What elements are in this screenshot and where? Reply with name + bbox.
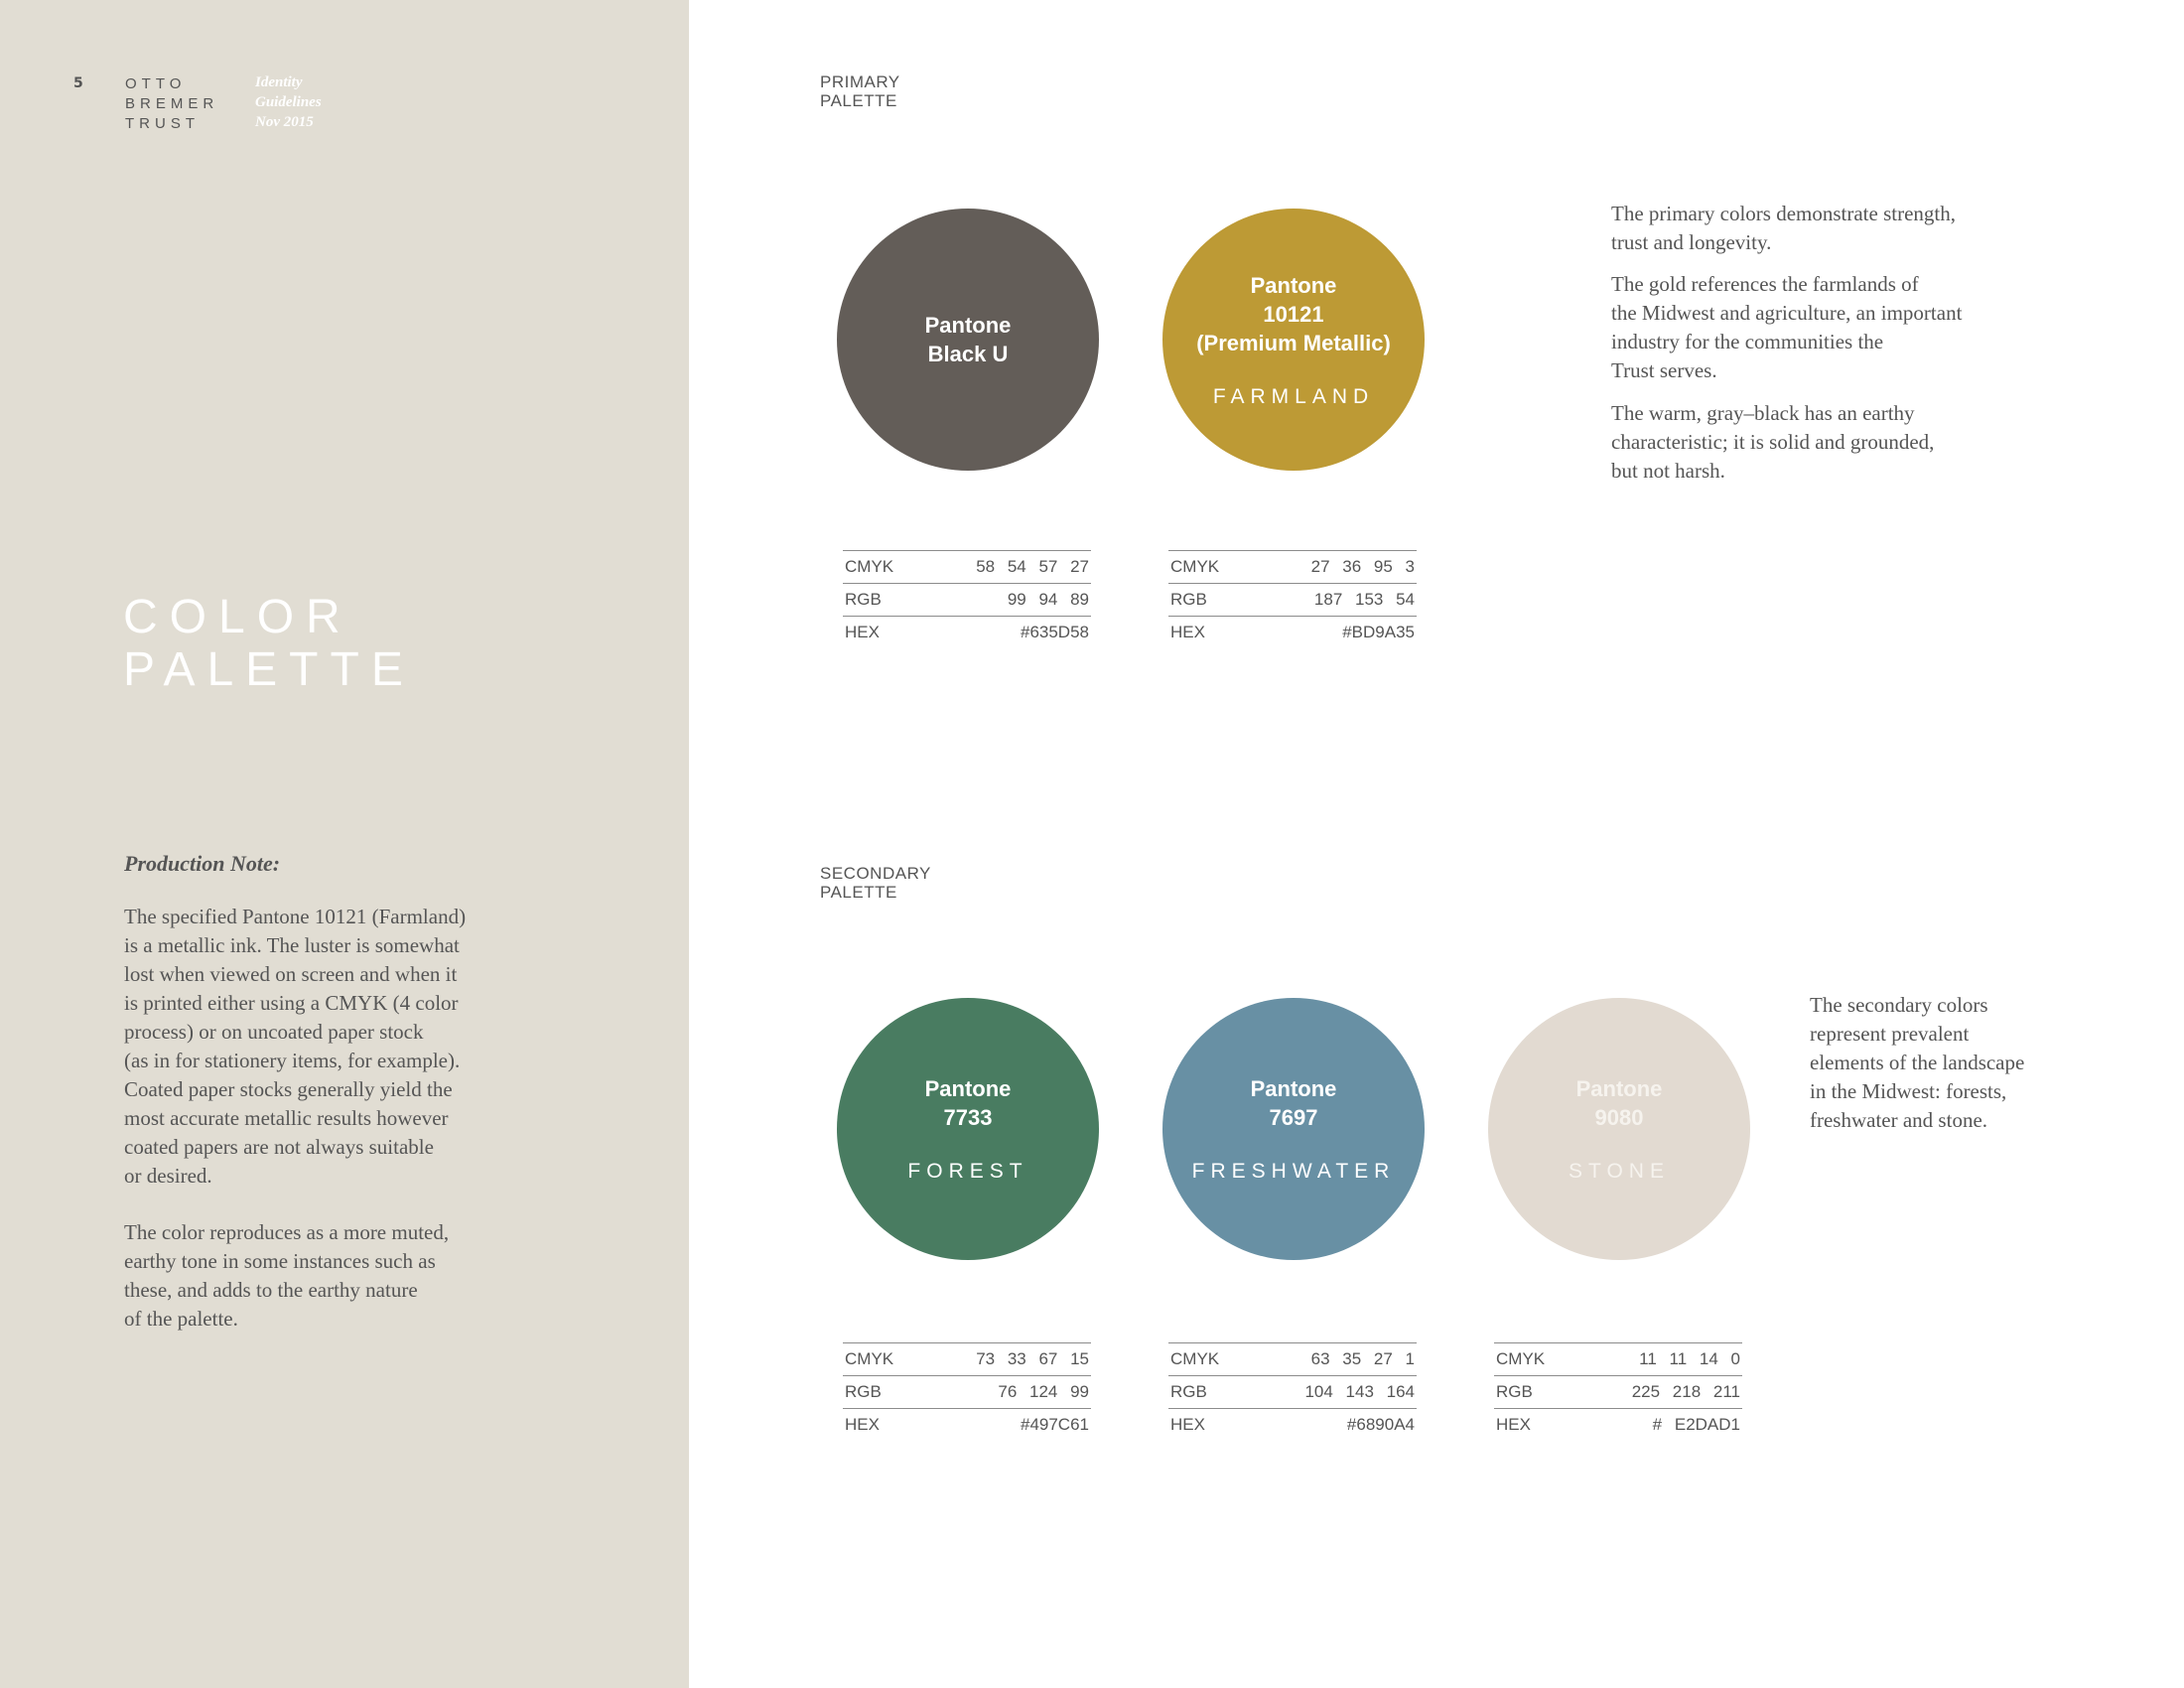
spec-row-cmyk: [843, 550, 1091, 583]
primary-palette-label: PRIMARY PALETTE: [820, 72, 900, 110]
production-note-paragraph: The specified Pantone 10121 (Farmland) is a metallic ink. The luster is somewhat lost when viewed on screen and when it is printed either using a CMYK (4 color process) or on uncoated paper stock (as in for stationery items, for example). Coated paper stocks generally yield the most accurate metallic results however coated papers are not always suitable or desired.: [124, 905, 467, 1188]
page-title: COLOR: [123, 591, 352, 643]
swatch-name: Pantone Black U: [924, 313, 1012, 366]
spec-row-hex: [843, 1408, 1091, 1441]
spec-row-hex: [843, 616, 1091, 648]
swatch-freshwater-circle: [1162, 998, 1425, 1260]
spec-value: #6890A4: [1346, 1415, 1415, 1434]
spec-row-rgb: [1168, 1375, 1417, 1408]
org-name-line: TRUST: [125, 115, 200, 132]
spec-key: CMYK: [1170, 1349, 1220, 1368]
sidebar-panel: [0, 0, 689, 1688]
swatch-label: STONE: [1569, 1160, 1670, 1183]
spec-value: 58 54 57 27: [976, 557, 1089, 576]
secondary-description-paragraph: The secondary colors represent prevalent elements of the landscape in the Midwest: forests, freshwater and stone.: [1810, 993, 2025, 1132]
spec-row-rgb: [1168, 583, 1417, 616]
spec-key: CMYK: [1496, 1349, 1546, 1368]
spec-row-hex: [1494, 1408, 1742, 1441]
spec-key: HEX: [1170, 1415, 1205, 1434]
doc-title-line: Identity: [255, 74, 303, 90]
spec-key: RGB: [1496, 1382, 1533, 1401]
spec-key: RGB: [845, 1382, 882, 1401]
spec-row-hex: [1168, 616, 1417, 648]
spec-value: 11 11 14 0: [1639, 1349, 1740, 1368]
spec-value: 76 124 99: [998, 1382, 1089, 1401]
spec-table-forest: [843, 1342, 1091, 1441]
spec-value: 104 143 164: [1304, 1382, 1415, 1401]
spec-value: 63 35 27 1: [1310, 1349, 1415, 1368]
production-note-paragraph: The color reproduces as a more muted, earthy tone in some instances such as these, and adds to the earthy nature of the palette.: [124, 1220, 450, 1331]
spec-row-cmyk: [1494, 1342, 1742, 1375]
secondary-palette-label: SECONDARY PALETTE: [820, 864, 931, 902]
swatch-name: Pantone 10121 (Premium Metallic): [1196, 272, 1391, 355]
spec-table-farmland: [1168, 550, 1417, 648]
org-name-line: BREMER: [125, 95, 219, 112]
spec-key: HEX: [1496, 1415, 1531, 1434]
swatch-name: Pantone 9080: [1575, 1076, 1663, 1130]
swatch-name: Pantone 7733: [924, 1076, 1012, 1130]
swatch-forest-circle: [837, 998, 1099, 1260]
spec-key: CMYK: [1170, 557, 1220, 576]
spec-key: RGB: [845, 590, 882, 609]
spec-row-cmyk: [1168, 1342, 1417, 1375]
spec-value: #635D58: [1020, 623, 1089, 641]
swatch-label: FARMLAND: [1212, 384, 1375, 408]
spec-key: HEX: [845, 623, 880, 641]
spec-value: 225 218 211: [1631, 1382, 1740, 1401]
spec-table-freshwater: [1168, 1342, 1417, 1441]
production-note-heading: Production Note:: [124, 851, 281, 876]
spec-value: #497C61: [1020, 1415, 1089, 1434]
spec-value: 27 36 95 3: [1310, 557, 1415, 576]
spec-key: RGB: [1170, 590, 1207, 609]
spec-table-black: [843, 550, 1091, 648]
primary-description-paragraph: The gold references the farmlands of the Midwest and agriculture, an important industry for the communities the Trust serves.: [1611, 272, 1963, 382]
spec-key: HEX: [845, 1415, 880, 1434]
spec-row-hex: [1168, 1408, 1417, 1441]
spec-row-cmyk: [1168, 550, 1417, 583]
swatch-label: FRESHWATER: [1191, 1160, 1396, 1183]
spec-key: HEX: [1170, 623, 1205, 641]
spec-value: #BD9A35: [1342, 623, 1415, 641]
swatch-label: FOREST: [907, 1160, 1028, 1183]
spec-value: 99 94 89: [1007, 590, 1089, 609]
spec-key: CMYK: [845, 557, 894, 576]
spec-key: CMYK: [845, 1349, 894, 1368]
org-name-line: OTTO: [125, 75, 187, 92]
swatch-black-circle: [837, 209, 1099, 471]
spec-row-rgb: [843, 583, 1091, 616]
page-title: PALETTE: [123, 643, 415, 696]
doc-date: Nov 2015: [255, 114, 314, 130]
page-number: 5: [73, 75, 83, 91]
swatch-name: Pantone 7697: [1250, 1076, 1337, 1130]
spec-value: # E2DAD1: [1652, 1415, 1740, 1434]
spec-value: 73 33 67 15: [976, 1349, 1089, 1368]
spec-value: 187 153 54: [1313, 590, 1415, 609]
swatch-stone-circle: [1488, 998, 1750, 1260]
primary-description-paragraph: The warm, gray–black has an earthy characteristic; it is solid and grounded, but not harsh.: [1611, 401, 1935, 483]
primary-description-paragraph: The primary colors demonstrate strength, trust and longevity.: [1611, 202, 1956, 254]
spec-table-stone: [1494, 1342, 1742, 1441]
spec-row-rgb: [1494, 1375, 1742, 1408]
doc-title-line: Guidelines: [255, 94, 322, 110]
spec-key: RGB: [1170, 1382, 1207, 1401]
spec-row-rgb: [843, 1375, 1091, 1408]
swatch-farmland-circle: [1162, 209, 1425, 471]
spec-row-cmyk: [843, 1342, 1091, 1375]
